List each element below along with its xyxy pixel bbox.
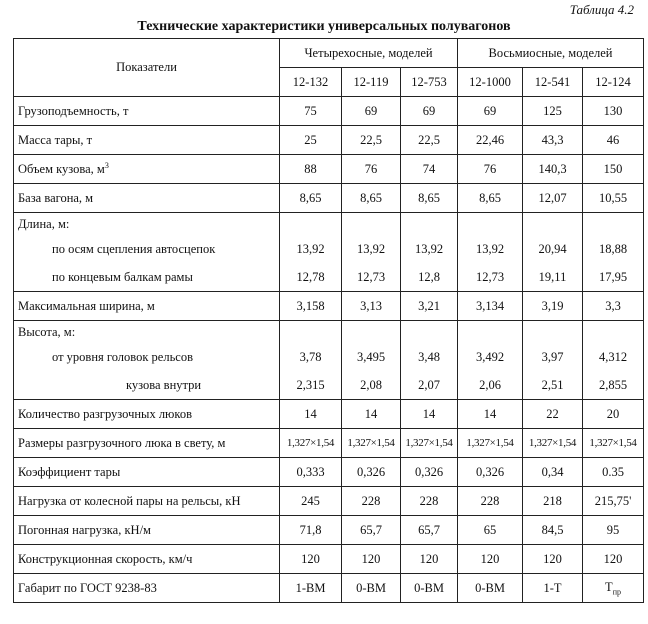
cell: 65,7: [342, 516, 401, 545]
value: 2,315: [296, 378, 325, 392]
cell: [280, 321, 342, 400]
row-label: Масса тары, т: [14, 126, 280, 155]
cell: 120: [523, 545, 583, 574]
row-label: [14, 155, 280, 184]
cell: 8,65: [401, 184, 458, 213]
value: 19,11: [538, 270, 567, 284]
table-row: [14, 545, 644, 574]
subscript: пр: [612, 587, 621, 597]
cell: 1-ВМ: [280, 574, 342, 603]
cell: 120: [583, 545, 644, 574]
cell: 65,7: [401, 516, 458, 545]
cell: 46: [583, 126, 644, 155]
cell: 130: [583, 97, 644, 126]
value: 12,78: [296, 270, 325, 284]
cell: 75: [280, 97, 342, 126]
table-row: [14, 321, 644, 400]
row-label: Нагрузка от колесной пары на рельсы, кН: [14, 487, 280, 516]
cell: 245: [280, 487, 342, 516]
cell: 0-ВМ: [458, 574, 523, 603]
value: 2,855: [598, 378, 628, 392]
cell: 1-Т: [523, 574, 583, 603]
cell: 22,5: [401, 126, 458, 155]
superscript: 3: [104, 160, 109, 170]
table-title: Технические характеристики универсальных полувагонов: [137, 19, 511, 34]
value: 4,312: [598, 350, 628, 364]
cell: 215,75': [583, 487, 644, 516]
table-number: Таблица 4.2: [569, 2, 634, 17]
cell: 88: [280, 155, 342, 184]
row-label: Максимальная ширина, м: [14, 292, 280, 321]
cell: 8,65: [458, 184, 523, 213]
header-indicator: Показатели: [14, 39, 280, 97]
row-label: Габарит по ГОСТ 9238-83: [14, 574, 280, 603]
model-header: 12-132: [280, 68, 342, 97]
cell: 76: [342, 155, 401, 184]
cell: 3,13: [342, 292, 401, 321]
cell: 120: [401, 545, 458, 574]
cell: 76: [458, 155, 523, 184]
table-row: [14, 574, 644, 603]
model-header: 12-119: [342, 68, 401, 97]
row-label-text: Длина, м:: [18, 217, 70, 231]
cell: 22: [523, 400, 583, 429]
cell: 74: [401, 155, 458, 184]
sub-label: по осям сцепления автосцепок: [52, 242, 216, 256]
specs-table: [13, 38, 644, 603]
cell: 1,327×1,54: [280, 429, 342, 458]
value: 2,07: [418, 378, 440, 392]
cell: 228: [342, 487, 401, 516]
cell: 1,327×1,54: [523, 429, 583, 458]
cell: 3,19: [523, 292, 583, 321]
cell: 14: [280, 400, 342, 429]
model-header: 12-753: [401, 68, 458, 97]
model-header: 12-541: [523, 68, 583, 97]
value: 17,95: [598, 270, 628, 284]
row-label: Конструкционная скорость, км/ч: [14, 545, 280, 574]
cell: [583, 213, 644, 292]
sub-label: по концевым балкам рамы: [52, 270, 193, 284]
cell: 1,327×1,54: [401, 429, 458, 458]
cell: 8,65: [342, 184, 401, 213]
cell: 125: [523, 97, 583, 126]
cell: 120: [342, 545, 401, 574]
model-header: 12-1000: [458, 68, 523, 97]
row-label-text: Объем кузова, м: [18, 162, 105, 177]
cell: 71,8: [280, 516, 342, 545]
value: 3,48: [418, 350, 440, 364]
row-label: Коэффициент тары: [14, 458, 280, 487]
cell: [342, 213, 401, 292]
cell: 95: [583, 516, 644, 545]
row-label: [14, 321, 280, 400]
row-label: Количество разгрузочных люков: [14, 400, 280, 429]
sub-label: кузова внутри: [126, 378, 202, 392]
cell: 65: [458, 516, 523, 545]
cell: 228: [458, 487, 523, 516]
value: 2,06: [479, 378, 501, 392]
value: 3,97: [541, 350, 564, 364]
cell: 14: [458, 400, 523, 429]
cell: 22,5: [342, 126, 401, 155]
row-label: База вагона, м: [14, 184, 280, 213]
cell: 3,21: [401, 292, 458, 321]
table-row: [14, 429, 644, 458]
sub-label: от уровня головок рельсов: [52, 350, 193, 364]
cell: 1,327×1,54: [342, 429, 401, 458]
cell: 1,327×1,54: [458, 429, 523, 458]
row-label: Размеры разгрузочного люка в свету, м: [14, 429, 280, 458]
cell: 3,158: [280, 292, 342, 321]
cell: 0,34: [523, 458, 583, 487]
value: 3,78: [299, 350, 322, 364]
table-row: [14, 126, 644, 155]
cell: 69: [401, 97, 458, 126]
cell: 69: [342, 97, 401, 126]
cell: 8,65: [280, 184, 342, 213]
value: 18,88: [598, 242, 628, 256]
cell: 3,134: [458, 292, 523, 321]
row-label: Грузоподъемность, т: [14, 97, 280, 126]
row-label-text: Высота, м:: [18, 325, 76, 339]
cell: 0,333: [280, 458, 342, 487]
value: 2,51: [541, 378, 564, 392]
cell: [401, 213, 458, 292]
cell: 0-ВМ: [401, 574, 458, 603]
cell: 25: [280, 126, 342, 155]
table-row: [14, 516, 644, 545]
cell: [458, 213, 523, 292]
value: 20,94: [538, 242, 567, 256]
cell: 69: [458, 97, 523, 126]
cell: 0.35: [583, 458, 644, 487]
cell: [342, 321, 401, 400]
cell: [458, 321, 523, 400]
table-row: [14, 292, 644, 321]
cell: 3,3: [583, 292, 644, 321]
value: Т: [605, 579, 613, 594]
cell: 84,5: [523, 516, 583, 545]
table-row: [14, 400, 644, 429]
model-header: 12-124: [583, 68, 644, 97]
cell: 14: [401, 400, 458, 429]
cell: 0-ВМ: [342, 574, 401, 603]
cell: 22,46: [458, 126, 523, 155]
table-row: [14, 155, 644, 184]
value: 13,92: [414, 242, 444, 256]
table-row: [14, 213, 644, 292]
cell: 10,55: [583, 184, 644, 213]
cell: 218: [523, 487, 583, 516]
value: 13,92: [296, 242, 325, 256]
cell: 14: [342, 400, 401, 429]
cell: [523, 213, 583, 292]
cell: [401, 321, 458, 400]
value: 3,495: [356, 350, 386, 364]
value: 12,73: [475, 270, 505, 284]
cell: 120: [458, 545, 523, 574]
cell: 0,326: [458, 458, 523, 487]
cell: [583, 574, 644, 603]
cell: 120: [280, 545, 342, 574]
cell: 0,326: [342, 458, 401, 487]
row-label: [14, 213, 280, 292]
cell: [583, 321, 644, 400]
cell: 0,326: [401, 458, 458, 487]
table-row: [14, 458, 644, 487]
cell: 12,07: [523, 184, 583, 213]
value: 3,492: [475, 350, 505, 364]
row-label: Погонная нагрузка, кН/м: [14, 516, 280, 545]
table-row: [14, 184, 644, 213]
value: 13,92: [356, 242, 386, 256]
cell: 20: [583, 400, 644, 429]
cell: 43,3: [523, 126, 583, 155]
header-row-groups: [14, 39, 644, 68]
cell: [523, 321, 583, 400]
cell: 1,327×1,54: [583, 429, 644, 458]
cell: 228: [401, 487, 458, 516]
cell: [280, 213, 342, 292]
value: 12,73: [356, 270, 386, 284]
table-row: [14, 487, 644, 516]
value: 2,08: [360, 378, 382, 392]
table-row: [14, 97, 644, 126]
header-eight-axle: Восьмиосные, моделей: [458, 39, 644, 68]
value: 13,92: [475, 242, 505, 256]
value: 12,8: [418, 270, 440, 284]
cell: 140,3: [523, 155, 583, 184]
header-four-axle: Четырехосные, моделей: [280, 39, 458, 68]
cell: 150: [583, 155, 644, 184]
